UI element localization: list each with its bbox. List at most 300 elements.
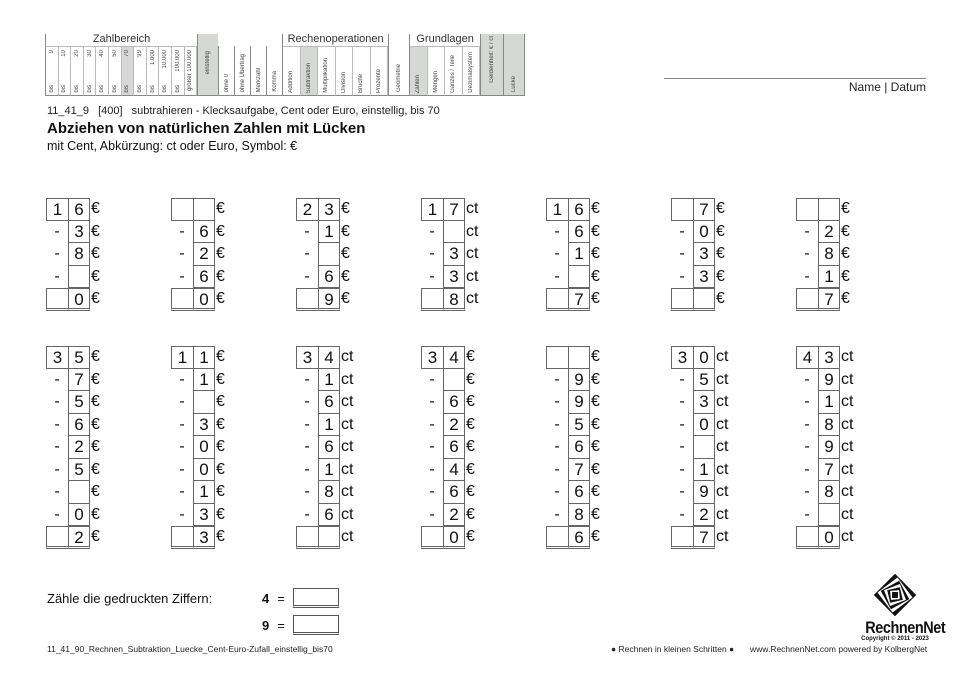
unit-label: ct xyxy=(841,438,854,455)
count-label: Zähle die gedruckten Ziffern: xyxy=(47,591,213,606)
subtrahend-row xyxy=(46,459,100,482)
digit-cell: 1 xyxy=(318,369,340,392)
start-row xyxy=(671,198,725,221)
minus-sign: - xyxy=(304,267,310,285)
unit-label: € xyxy=(841,290,850,307)
equals-sign: = xyxy=(277,590,285,606)
answer-cell[interactable] xyxy=(193,391,215,414)
digit-cell: 7 xyxy=(818,288,840,311)
digit-cell: 3 xyxy=(671,346,693,369)
digit-cell: 1 xyxy=(318,221,340,244)
unit-label: € xyxy=(591,200,600,217)
subtrahend-row xyxy=(546,481,600,504)
answer-cell[interactable] xyxy=(46,526,68,549)
col-extra xyxy=(197,34,218,96)
answer-cell[interactable] xyxy=(546,346,568,369)
subtrahend-row xyxy=(296,266,350,289)
col-grundlagen xyxy=(463,47,481,96)
unit-label: € xyxy=(216,415,225,433)
minus-sign: - xyxy=(304,483,310,500)
unit-label: € xyxy=(91,393,100,410)
result-row xyxy=(671,288,725,311)
digit-cell: 3 xyxy=(193,504,215,527)
result-row xyxy=(46,526,100,549)
digit-cell: 0 xyxy=(193,459,215,482)
start-row xyxy=(296,198,350,221)
col-label: Multiplikation xyxy=(323,58,330,93)
group-title: Rechenoperationen xyxy=(283,34,388,47)
answer-cell[interactable] xyxy=(193,198,215,221)
digit-cell: 1 xyxy=(421,198,443,221)
subtrahend-row xyxy=(796,221,850,244)
digit-cell: 7 xyxy=(443,198,465,221)
digit-cell: 2 xyxy=(296,198,318,221)
col-label: Brüche xyxy=(358,73,365,93)
unit-label: € xyxy=(216,200,225,217)
answer-cell[interactable] xyxy=(818,504,840,527)
col-top-label: 1.000 xyxy=(149,50,156,66)
unit-label: € xyxy=(216,460,225,478)
minus-sign: - xyxy=(804,505,810,523)
unit-label: € xyxy=(91,222,100,240)
unit-label: ct xyxy=(841,483,854,500)
digit-cell: 7 xyxy=(818,459,840,482)
page-subtitle: mit Cent, Abkürzung: ct oder Euro, Symbol: € xyxy=(47,139,298,153)
digit-cell: 1 xyxy=(546,198,568,221)
unit-label: ct xyxy=(466,200,479,217)
unit-label: € xyxy=(841,267,850,285)
digit-cell: 0 xyxy=(693,414,715,437)
unit-label: € xyxy=(466,528,475,545)
unit-label: € xyxy=(716,290,725,307)
col-bottom-label: bis xyxy=(124,85,131,93)
count-digit: 9 xyxy=(262,617,270,633)
subtrahend-row xyxy=(671,391,728,414)
answer-cell[interactable] xyxy=(443,369,465,392)
digit-cell: 3 xyxy=(68,221,90,244)
digit-cell: 2 xyxy=(68,526,90,549)
count-row-4 xyxy=(262,588,339,608)
answer-cell[interactable] xyxy=(443,221,465,244)
classification-table xyxy=(45,34,525,96)
col-grundlagen xyxy=(445,47,463,96)
unit-label: € xyxy=(91,505,100,523)
unit-label: ct xyxy=(841,460,854,478)
minus-sign: - xyxy=(429,370,435,388)
digit-cell: 4 xyxy=(318,346,340,369)
col-bottom-label: bis xyxy=(86,85,93,93)
unit-label: € xyxy=(91,348,100,365)
digit-cell: 3 xyxy=(421,346,443,369)
digit-cell: 3 xyxy=(693,243,715,266)
subtrahend-row xyxy=(171,504,225,527)
answer-cell[interactable] xyxy=(568,346,590,369)
col-top-label: 10.000 xyxy=(162,50,169,69)
answer-cell[interactable] xyxy=(671,288,693,311)
unit-label: ct xyxy=(341,370,354,388)
unit-label: € xyxy=(841,222,850,240)
minus-sign: - xyxy=(804,483,810,500)
subtrahend-row xyxy=(296,369,353,392)
minus-sign: - xyxy=(429,483,435,500)
digit-cell: 1 xyxy=(193,481,215,504)
unit-label: € xyxy=(591,222,600,240)
unit-label: € xyxy=(591,348,600,365)
answer-cell[interactable] xyxy=(671,526,693,549)
col-top-label: 9 xyxy=(48,50,55,54)
col-bottom-label: bis xyxy=(136,85,143,93)
digit-cell: 2 xyxy=(443,414,465,437)
subtrahend-row xyxy=(671,414,728,437)
subtrahend-row xyxy=(546,414,600,437)
rechnennet-logo xyxy=(860,572,946,643)
digit-cell: 0 xyxy=(693,346,715,369)
digit-cell: 0 xyxy=(693,221,715,244)
minus-sign: - xyxy=(679,267,685,285)
subtrahend-row xyxy=(671,266,725,289)
minus-sign: - xyxy=(429,438,435,455)
subtrahend-row xyxy=(796,391,853,414)
result-row xyxy=(296,288,350,311)
subtraction-problem xyxy=(421,346,475,549)
subtrahend-row xyxy=(46,369,100,392)
answer-cell[interactable] xyxy=(171,198,193,221)
digit-cell: 6 xyxy=(568,481,590,504)
subtraction-problem xyxy=(796,198,850,311)
minus-sign: - xyxy=(679,393,685,410)
digit-cell: 6 xyxy=(443,436,465,459)
unit-label: € xyxy=(466,505,475,523)
subtraction-problem xyxy=(546,198,600,311)
subtrahend-row xyxy=(546,436,600,459)
unit-label: € xyxy=(591,393,600,410)
subtrahend-row xyxy=(421,266,478,289)
start-row xyxy=(796,346,853,369)
subtrahend-row xyxy=(796,414,853,437)
minus-sign: - xyxy=(179,222,185,240)
col-label: Dezimalsystem xyxy=(467,52,474,93)
minus-sign: - xyxy=(804,460,810,478)
subtrahend-row xyxy=(46,504,100,527)
digit-cell: 1 xyxy=(818,391,840,414)
answer-cell[interactable] xyxy=(546,526,568,549)
col-label: Merkzahl xyxy=(255,67,262,92)
logo-copyright: Copyright © 2011 - 2023 xyxy=(861,636,929,642)
digit-cell: 2 xyxy=(193,243,215,266)
count-row-9 xyxy=(262,615,339,635)
digit-cell: 3 xyxy=(193,526,215,549)
digit-cell: 6 xyxy=(568,436,590,459)
digit-cell: 3 xyxy=(443,266,465,289)
worksheet-id: [400] xyxy=(98,105,123,117)
unit-label: € xyxy=(216,528,225,545)
subtrahend-row xyxy=(171,243,225,266)
answer-cell[interactable] xyxy=(796,526,818,549)
digit-cell: 6 xyxy=(68,198,90,221)
answer-cell[interactable] xyxy=(318,243,340,266)
subtraction-problem xyxy=(296,198,350,311)
digit-cell: 6 xyxy=(318,266,340,289)
minus-sign: - xyxy=(554,370,560,388)
digit-cell: 7 xyxy=(693,198,715,221)
subtrahend-row xyxy=(296,221,350,244)
minus-sign: - xyxy=(54,267,60,285)
answer-cell[interactable] xyxy=(693,436,715,459)
col-label: Subtraktion xyxy=(305,62,312,93)
col-top-label: größer 100.000 xyxy=(187,50,194,92)
col-extra xyxy=(218,46,234,96)
worksheet-meta xyxy=(47,105,446,117)
minus-sign: - xyxy=(554,460,560,478)
col-top-label: 20 xyxy=(73,50,80,57)
answer-cell[interactable] xyxy=(671,198,693,221)
subtraction-problem xyxy=(296,346,353,549)
minus-sign: - xyxy=(804,267,810,285)
digit-cell: 6 xyxy=(193,266,215,289)
digit-cell: 1 xyxy=(568,243,590,266)
col-grundlagen xyxy=(428,47,446,96)
start-row xyxy=(546,346,600,369)
answer-cell[interactable] xyxy=(296,288,318,311)
minus-sign: - xyxy=(54,415,60,433)
unit-label: € xyxy=(91,415,100,433)
subtraction-problem xyxy=(671,198,725,311)
subtraction-problem xyxy=(671,346,728,549)
answer-cell[interactable] xyxy=(796,198,818,221)
digit-cell: 3 xyxy=(46,346,68,369)
unit-label: € xyxy=(716,222,725,240)
digit-cell: 2 xyxy=(68,436,90,459)
col-top-label: 99 xyxy=(136,50,143,57)
col-label: Mengen xyxy=(432,71,439,93)
unit-label: € xyxy=(591,438,600,455)
answer-cell[interactable] xyxy=(818,198,840,221)
subtrahend-row xyxy=(296,436,353,459)
minus-sign: - xyxy=(304,505,310,523)
subtrahend-row xyxy=(421,459,475,482)
count-answer-box[interactable] xyxy=(293,588,339,608)
unit-label: ct xyxy=(716,483,729,500)
col-label: Addition xyxy=(288,71,295,93)
col-top-label: 50 xyxy=(111,50,118,57)
unit-label: ct xyxy=(341,438,354,455)
minus-sign: - xyxy=(804,245,810,262)
page-title: Abziehen von natürlichen Zahlen mit Lücken xyxy=(47,120,366,137)
digit-cell: 6 xyxy=(68,414,90,437)
subtrahend-row xyxy=(421,436,475,459)
subtrahend-row xyxy=(421,414,475,437)
unit-label: € xyxy=(216,267,225,285)
unit-label: ct xyxy=(716,393,729,410)
unit-label: € xyxy=(466,370,475,388)
digit-cell: 5 xyxy=(68,391,90,414)
col-zahlbereich xyxy=(172,47,185,96)
subtrahend-row xyxy=(296,243,350,266)
minus-sign: - xyxy=(554,393,560,410)
unit-label: ct xyxy=(341,348,354,365)
unit-label: € xyxy=(216,348,225,365)
minus-sign: - xyxy=(179,505,185,523)
minus-sign: - xyxy=(179,438,185,455)
col-label: Division xyxy=(340,71,347,93)
digit-cell: 8 xyxy=(443,288,465,311)
digit-cell: 1 xyxy=(193,369,215,392)
col-label: ohne 0 xyxy=(223,73,230,92)
answer-cell[interactable] xyxy=(296,526,318,549)
unit-label: € xyxy=(216,438,225,455)
col-top-label: 100.000 xyxy=(174,50,181,72)
group-title: Grundlagen xyxy=(410,34,480,47)
col-zahlbereich xyxy=(59,47,72,96)
unit-label: ct xyxy=(841,505,854,523)
subtrahend-row xyxy=(796,436,853,459)
start-row xyxy=(421,346,475,369)
digit-cell: 6 xyxy=(318,391,340,414)
digit-cell: 7 xyxy=(693,526,715,549)
col-bottom-label: bis xyxy=(61,85,68,93)
subtrahend-row xyxy=(171,436,225,459)
unit-label: € xyxy=(91,483,100,500)
minus-sign: - xyxy=(179,267,185,285)
col-label: Prozente xyxy=(375,68,382,93)
answer-cell[interactable] xyxy=(693,288,715,311)
unit-label: ct xyxy=(716,415,729,433)
answer-cell[interactable] xyxy=(568,266,590,289)
unit-label: ct xyxy=(466,245,479,262)
col-operation xyxy=(336,47,354,96)
digit-cell: 5 xyxy=(693,369,715,392)
col-bottom-label: bis xyxy=(73,85,80,93)
minus-sign: - xyxy=(429,222,435,240)
unit-label: € xyxy=(91,528,100,545)
col-label: einstellig xyxy=(205,51,212,75)
col-operation xyxy=(318,47,336,96)
unit-label: € xyxy=(341,200,350,217)
unit-label: ct xyxy=(466,267,479,285)
digit-cell: 4 xyxy=(796,346,818,369)
answer-cell[interactable] xyxy=(421,526,443,549)
start-row xyxy=(296,346,353,369)
start-row xyxy=(546,198,600,221)
minus-sign: - xyxy=(679,483,685,500)
minus-sign: - xyxy=(179,415,185,433)
unit-label: ct xyxy=(716,505,729,523)
subtrahend-row xyxy=(46,481,100,504)
digit-cell: 2 xyxy=(693,504,715,527)
col-geldeinheit: Geldeinheit: € / ct xyxy=(480,34,503,96)
unit-label: ct xyxy=(341,460,354,478)
col-zahlbereich xyxy=(46,47,59,96)
digit-cell: 4 xyxy=(443,459,465,482)
minus-sign: - xyxy=(304,222,310,240)
minus-sign: - xyxy=(679,222,685,240)
slogan: ● Rechnen in kleinen Schritten ● xyxy=(611,644,735,654)
subtrahend-row xyxy=(546,391,600,414)
answer-cell[interactable] xyxy=(421,288,443,311)
digit-cell: 3 xyxy=(443,243,465,266)
subtrahend-row xyxy=(171,414,225,437)
group-rechenoperationen xyxy=(282,34,388,96)
count-digit: 4 xyxy=(262,590,270,606)
col-bottom-label: bis xyxy=(174,85,181,93)
answer-cell[interactable] xyxy=(318,526,340,549)
subtrahend-row xyxy=(296,481,353,504)
subtrahend-row xyxy=(296,459,353,482)
minus-sign: - xyxy=(54,393,60,410)
subtrahend-row xyxy=(796,481,853,504)
site-credit: www.RechnenNet.com powered by KolbergNet xyxy=(750,644,928,654)
digit-cell: 8 xyxy=(818,243,840,266)
col-luecke: Lücke xyxy=(503,34,525,96)
minus-sign: - xyxy=(304,370,310,388)
digit-cell: 6 xyxy=(318,504,340,527)
minus-sign: - xyxy=(554,415,560,433)
answer-cell[interactable] xyxy=(68,481,90,504)
digit-cell: 6 xyxy=(443,481,465,504)
minus-sign: - xyxy=(429,415,435,433)
unit-label: ct xyxy=(341,393,354,410)
digit-cell: 6 xyxy=(568,221,590,244)
unit-label: € xyxy=(591,460,600,478)
result-row xyxy=(546,288,600,311)
answer-cell[interactable] xyxy=(68,266,90,289)
equals-sign: = xyxy=(277,617,285,633)
minus-sign: - xyxy=(804,370,810,388)
unit-label: € xyxy=(466,483,475,500)
subtrahend-row xyxy=(796,504,853,527)
minus-sign: - xyxy=(54,438,60,455)
digit-cell: 9 xyxy=(818,436,840,459)
col-top-label: 30 xyxy=(86,50,93,57)
unit-label: € xyxy=(216,483,225,500)
unit-label: € xyxy=(591,245,600,262)
subtrahend-row xyxy=(796,243,850,266)
unit-label: € xyxy=(591,528,600,545)
result-row xyxy=(171,526,225,549)
unit-label: ct xyxy=(341,415,354,433)
minus-sign: - xyxy=(429,460,435,478)
unit-label: € xyxy=(91,200,100,217)
unit-label: ct xyxy=(841,370,854,388)
digit-cell: 0 xyxy=(443,526,465,549)
answer-cell[interactable] xyxy=(171,288,193,311)
digit-cell: 9 xyxy=(568,369,590,392)
answer-cell[interactable] xyxy=(46,288,68,311)
col-zahlbereich xyxy=(96,47,109,96)
minus-sign: - xyxy=(54,245,60,262)
unit-label: ct xyxy=(466,222,479,240)
group-grundlagen xyxy=(409,34,480,96)
col-operation xyxy=(371,47,389,96)
minus-sign: - xyxy=(804,415,810,433)
minus-sign: - xyxy=(554,438,560,455)
answer-cell[interactable] xyxy=(546,288,568,311)
digit-cell: 2 xyxy=(818,221,840,244)
subtrahend-row xyxy=(421,391,475,414)
answer-cell[interactable] xyxy=(796,288,818,311)
subtrahend-row xyxy=(546,266,600,289)
digit-cell: 1 xyxy=(818,266,840,289)
col-top-label: 70 xyxy=(124,50,131,57)
subtrahend-row xyxy=(171,266,225,289)
minus-sign: - xyxy=(179,460,185,478)
unit-label: € xyxy=(216,393,225,410)
count-answer-box[interactable] xyxy=(293,615,339,635)
answer-cell[interactable] xyxy=(171,526,193,549)
name-line xyxy=(664,78,926,79)
subtrahend-row xyxy=(671,481,728,504)
minus-sign: - xyxy=(429,267,435,285)
